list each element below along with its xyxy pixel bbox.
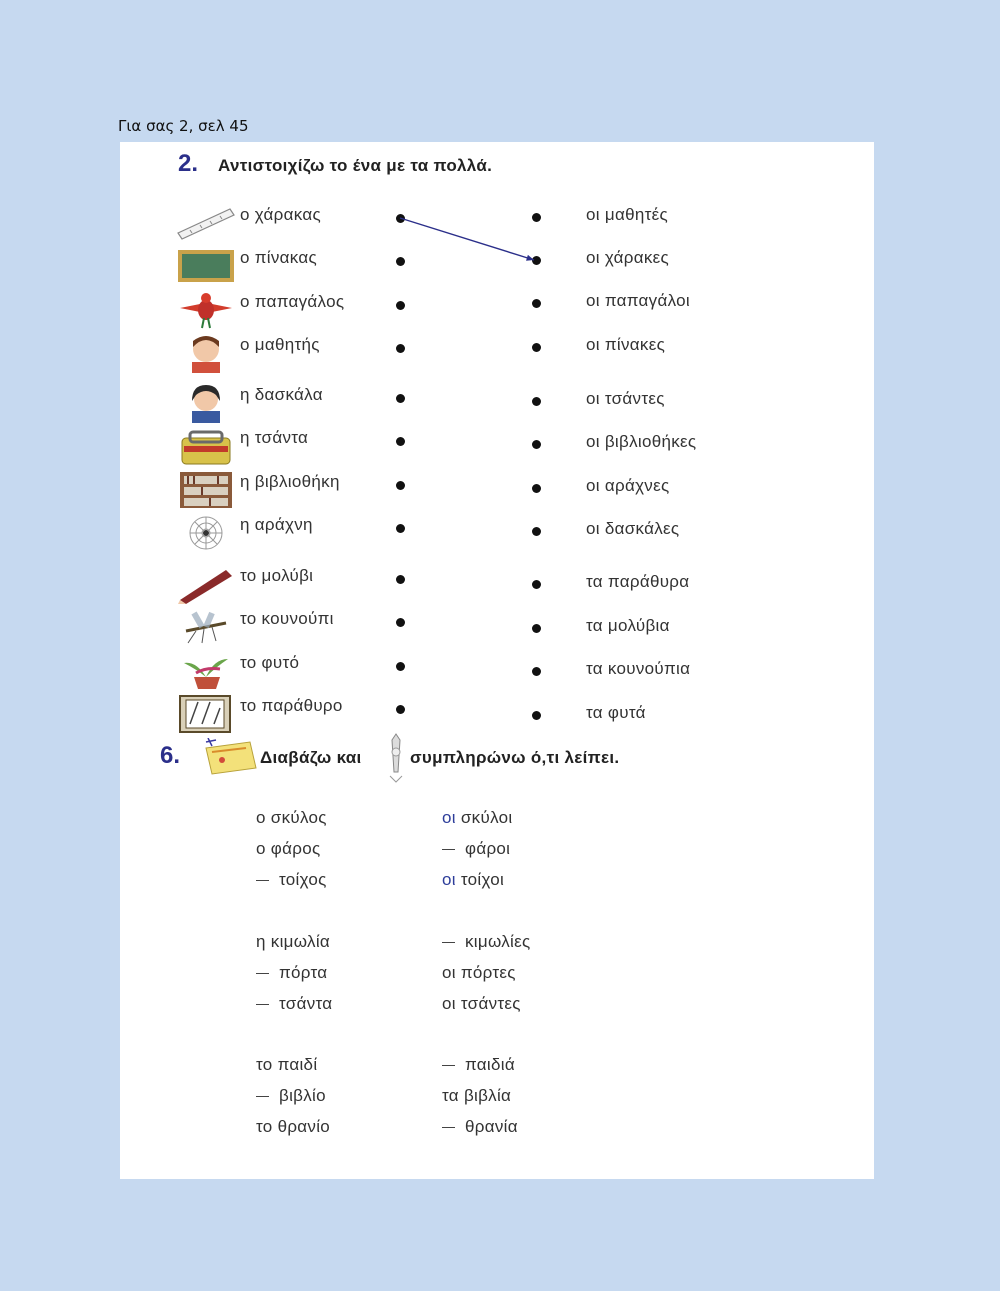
article-blank-input[interactable] <box>256 973 269 974</box>
singular-form <box>256 994 332 1014</box>
plural-form <box>442 808 512 828</box>
noun: παιδί <box>277 1055 318 1074</box>
match-line-layer <box>120 142 874 1179</box>
singular-form <box>256 839 320 859</box>
plural-form <box>442 839 510 859</box>
article-blank-input[interactable] <box>256 880 269 881</box>
match-arrowhead <box>526 255 534 261</box>
noun: τσάντα <box>279 994 333 1013</box>
singular-word: ο πίνακας <box>240 248 318 267</box>
article-blank-input[interactable] <box>442 1065 455 1066</box>
plural-word: οι πίνακες <box>586 335 666 354</box>
singular-word: η δασκάλα <box>240 385 323 404</box>
worksheet <box>120 142 874 1179</box>
plural-form <box>442 1055 515 1075</box>
singular-form <box>256 1086 326 1106</box>
article: οι <box>442 994 456 1013</box>
article-blank-input[interactable] <box>256 1096 269 1097</box>
plural-word: οι μαθητές <box>586 205 668 224</box>
plural-word: οι χάρακες <box>586 248 670 267</box>
article-blank-input[interactable] <box>442 849 455 850</box>
notebook-icon <box>202 738 260 776</box>
singular-form <box>256 963 327 983</box>
singular-word: ο χάρακας <box>240 205 321 224</box>
page-header: Για σας 2, σελ 45 <box>118 117 249 135</box>
plural-form <box>442 1086 511 1106</box>
singular-word: ο μαθητής <box>240 335 320 354</box>
exercise-2-number: 2. <box>178 150 199 177</box>
article: ο <box>256 808 266 827</box>
article-blank-input[interactable] <box>442 942 455 943</box>
article: οι <box>442 808 456 827</box>
noun: παιδιά <box>465 1055 515 1074</box>
match-line <box>400 218 534 260</box>
exercise-6-title-part1: Διαβάζω και <box>260 748 362 767</box>
exercise-2-title: Αντιστοιχίζω το ένα με τα πολλά. <box>218 156 493 175</box>
noun: πόρτες <box>460 963 516 982</box>
singular-word: το παράθυρο <box>240 696 343 715</box>
article: τα <box>442 1086 459 1105</box>
exercise-6-title-part2: συμπληρώνω ό,τι λείπει. <box>410 748 620 767</box>
plural-form <box>442 1117 518 1137</box>
singular-form <box>256 870 327 890</box>
singular-word: η αράχνη <box>240 515 313 534</box>
article: ο <box>256 839 266 858</box>
article: το <box>256 1055 273 1074</box>
noun: τοίχοι <box>460 870 505 889</box>
plural-word: τα μολύβια <box>586 616 670 635</box>
noun: φάροι <box>465 839 511 858</box>
singular-word: η βιβλιοθήκη <box>240 472 340 491</box>
singular-word: το κουνούπι <box>240 609 334 628</box>
singular-form <box>256 932 330 952</box>
singular-form <box>256 1117 330 1137</box>
noun: σκύλοι <box>460 808 513 827</box>
plural-form <box>442 994 521 1014</box>
noun: κιμωλίες <box>465 932 531 951</box>
plural-word: τα παράθυρα <box>586 572 690 591</box>
plural-word: οι αράχνες <box>586 476 670 495</box>
article: οι <box>442 870 456 889</box>
noun: πόρτα <box>279 963 328 982</box>
plural-word: οι βιβλιοθήκες <box>586 432 697 451</box>
singular-word: η τσάντα <box>240 428 309 447</box>
noun: βιβλίο <box>279 1086 326 1105</box>
noun: τοίχος <box>279 870 327 889</box>
article: οι <box>442 963 456 982</box>
exercise-6-number: 6. <box>160 742 181 769</box>
noun: κιμωλία <box>270 932 331 951</box>
noun: βιβλία <box>463 1086 512 1105</box>
noun: φάρος <box>270 839 321 858</box>
article-blank-input[interactable] <box>256 1004 269 1005</box>
article: το <box>256 1117 273 1136</box>
plural-form <box>442 963 516 983</box>
plural-form <box>442 870 504 890</box>
article: η <box>256 932 266 951</box>
singular-word: το φυτό <box>240 653 300 672</box>
noun: θρανίο <box>277 1117 331 1136</box>
singular-form <box>256 808 327 828</box>
singular-word: ο παπαγάλος <box>240 292 345 311</box>
noun: τσάντες <box>460 994 521 1013</box>
noun: θρανία <box>465 1117 518 1136</box>
noun: σκύλος <box>270 808 327 827</box>
article-blank-input[interactable] <box>442 1127 455 1128</box>
plural-word: οι παπαγάλοι <box>586 291 690 310</box>
plural-word: οι δασκάλες <box>586 519 680 538</box>
plural-form <box>442 932 530 952</box>
plural-word: τα φυτά <box>586 703 646 722</box>
plural-word: τα κουνούπια <box>586 659 691 678</box>
plural-word: οι τσάντες <box>586 389 665 408</box>
pencil-figure-icon <box>384 732 408 784</box>
singular-word: το μολύβι <box>240 566 314 585</box>
singular-form <box>256 1055 317 1075</box>
